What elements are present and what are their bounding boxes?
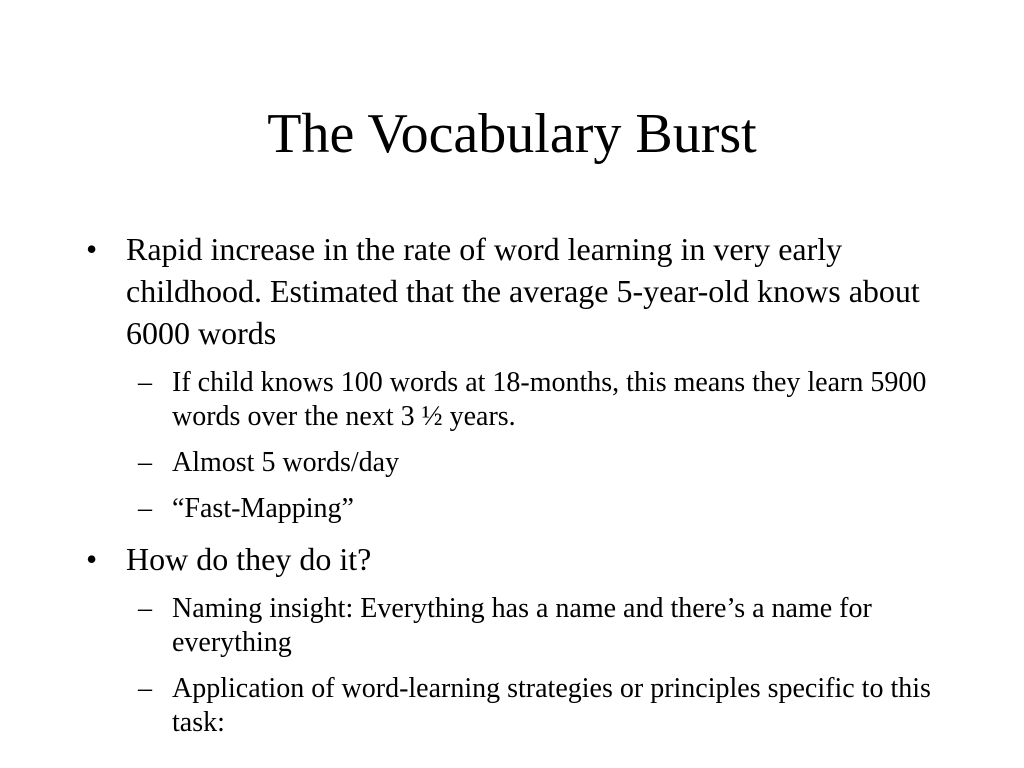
bullet-marker: •	[86, 231, 98, 267]
sub-bullet-item	[82, 446, 952, 480]
slide-content	[82, 228, 952, 752]
sub-bullet-text: Application of word-learning strategies or principles specific to this task:	[172, 673, 931, 738]
sub-bullet-item	[82, 492, 952, 526]
sub-bullet-marker: –	[138, 673, 152, 704]
sub-bullet-text: Almost 5 words/day	[172, 447, 400, 478]
bullet-item	[82, 538, 952, 580]
bullet-item	[82, 228, 952, 354]
sub-bullet-marker: –	[138, 367, 152, 398]
bullet-marker: •	[86, 541, 98, 577]
sub-bullet-text: “Fast-Mapping”	[172, 493, 354, 524]
sub-bullet-text: If child knows 100 words at 18-months, this means they learn 5900 words over the next 3 ½ years.	[172, 367, 927, 432]
sub-bullet-item	[82, 366, 952, 434]
slide-title: The Vocabulary Burst	[267, 103, 757, 165]
sub-bullet-marker: –	[138, 593, 152, 624]
sub-bullet-marker: –	[138, 447, 152, 478]
bullet-text: How do they do it?	[126, 541, 372, 577]
sub-bullet-text: Naming insight: Everything has a name and there’s a name for everything	[172, 593, 872, 658]
sub-bullet-marker: –	[138, 493, 152, 524]
sub-bullet-item	[82, 672, 952, 740]
sub-bullet-item	[82, 592, 952, 660]
bullet-text: Rapid increase in the rate of word learning in very early childhood. Estimated that the average 5-year-old knows about 6000 words	[126, 231, 920, 351]
